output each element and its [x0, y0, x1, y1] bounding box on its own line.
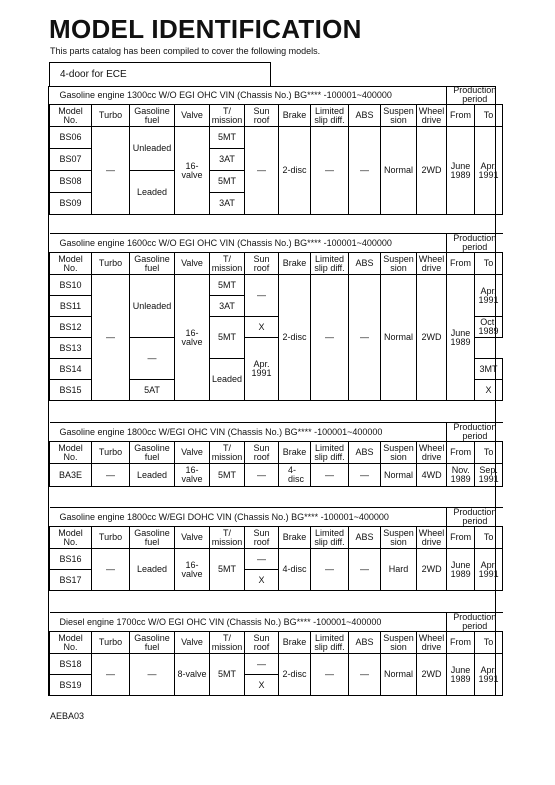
col-brake: Brake: [279, 632, 311, 654]
col-wheel-drive: Wheel drive: [417, 632, 447, 654]
door-type-label: 4-door for ECE: [49, 62, 271, 86]
production-period-header: Production period: [447, 508, 503, 527]
section-caption: Gasoline engine 1600cc W/O EGI OHC VIN (Chassis No.) BG**** -100001~400000: [50, 234, 447, 253]
production-period-header: Production period: [447, 423, 503, 442]
col-turbo: Turbo: [92, 442, 130, 464]
section-caption: Gasoline engine 1300cc W/O EGI OHC VIN (Chassis No.) BG**** -100001~400000: [50, 86, 447, 105]
col-from: From: [447, 253, 475, 275]
section-caption: Gasoline engine 1800cc W/EGI OHC VIN (Chassis No.) BG**** -100001~400000: [50, 423, 447, 442]
col-valve: Valve: [175, 632, 210, 654]
col-fuel: Gasoline fuel: [130, 105, 175, 127]
section-caption: Gasoline engine 1800cc W/EGI DOHC VIN (Chassis No.) BG**** -100001~400000: [50, 508, 447, 527]
col-wheel-drive: Wheel drive: [417, 105, 447, 127]
section-1600-ohc: Gasoline engine 1600cc W/O EGI OHC VIN (Chassis No.) BG**** -100001~400000 Production period Model No. Turbo Gasoline fuel Valve T/ mission Sun roof Brake Limited slip diff. ABS Suspen sion Wheel drive From To BS10 — Unleaded 16- valve 5MT — 2-disc — — Normal 2WD June 1989 Apr. 1991 BS11 3AT BS12 5MT X Oct. 1989 BS13 — Apr. 1991 BS14 Leaded 3MT BS15 5AT X: [49, 233, 503, 401]
col-valve: Valve: [175, 253, 210, 275]
col-suspension: Suspen sion: [381, 253, 417, 275]
col-transmission: T/ mission: [210, 253, 245, 275]
col-to: To: [475, 253, 503, 275]
intro-text: This parts catalog has been compiled to cover the following models.: [50, 46, 321, 56]
col-brake: Brake: [279, 527, 311, 549]
section-1300-ohc: Gasoline engine 1300cc W/O EGI OHC VIN (Chassis No.) BG**** -100001~400000 Production period Model No. Turbo Gasoline fuel Valve T/ mission Sun roof Brake Limited slip diff. ABS Suspen sion Wheel drive From To BS06 — Unleaded 16- valve 5MT — 2-disc — — Normal 2WD June 1989 Apr. 1991 BS07 3AT BS08 Leaded 5MT BS09 3AT: [49, 86, 503, 215]
col-fuel: Gasoline fuel: [130, 527, 175, 549]
model-cell: BS10: [50, 275, 92, 296]
col-valve: Valve: [175, 527, 210, 549]
col-model-no: Model No.: [50, 442, 92, 464]
col-lsd: Limited slip diff.: [311, 527, 349, 549]
col-to: To: [475, 527, 503, 549]
col-turbo: Turbo: [92, 253, 130, 275]
col-abs: ABS: [349, 632, 381, 654]
section-1800-egi-ohc: Gasoline engine 1800cc W/EGI OHC VIN (Chassis No.) BG**** -100001~400000 Production period Model No. Turbo Gasoline fuel Valve T/ mission Sun roof Brake Limited slip diff. ABS Suspen sion Wheel drive From To BA3E — Leaded 16- valve 5MT — 4-disc — — Normal 4WD Nov. 1989 Sep. 1991: [49, 422, 503, 487]
section-caption: Diesel engine 1700cc W/O EGI OHC VIN (Chassis No.) BG**** -100001~400000: [50, 613, 447, 632]
col-abs: ABS: [349, 527, 381, 549]
col-abs: ABS: [349, 253, 381, 275]
col-to: To: [475, 442, 503, 464]
col-sunroof: Sun roof: [245, 105, 279, 127]
col-model-no: Model No.: [50, 105, 92, 127]
col-transmission: T/ mission: [210, 527, 245, 549]
col-wheel-drive: Wheel drive: [417, 527, 447, 549]
section-diesel-1700: Diesel engine 1700cc W/O EGI OHC VIN (Chassis No.) BG**** -100001~400000 Production period Model No. Turbo Gasoline fuel Valve T/ mission Sun roof Brake Limited slip diff. ABS Suspen sion Wheel drive From To BS18 — — 8-valve 5MT — 2-disc — — Normal 2WD June 1989 Apr. 1991 BS19 X: [49, 612, 503, 696]
col-sunroof: Sun roof: [245, 253, 279, 275]
col-valve: Valve: [175, 442, 210, 464]
model-cell: BS19: [50, 675, 92, 696]
col-to: To: [475, 105, 503, 127]
model-cell: BS07: [50, 149, 92, 171]
col-turbo: Turbo: [92, 527, 130, 549]
model-cell: BS17: [50, 570, 92, 591]
model-cell: BS08: [50, 171, 92, 193]
col-turbo: Turbo: [92, 105, 130, 127]
col-suspension: Suspen sion: [381, 105, 417, 127]
col-wheel-drive: Wheel drive: [417, 442, 447, 464]
model-cell: BS15: [50, 380, 92, 401]
col-brake: Brake: [279, 442, 311, 464]
col-sunroof: Sun roof: [245, 527, 279, 549]
col-wheel-drive: Wheel drive: [417, 253, 447, 275]
col-fuel: Gasoline fuel: [130, 632, 175, 654]
col-lsd: Limited slip diff.: [311, 253, 349, 275]
col-from: From: [447, 442, 475, 464]
col-sunroof: Sun roof: [245, 442, 279, 464]
col-from: From: [447, 527, 475, 549]
model-cell: BS11: [50, 296, 92, 317]
model-cell: BS09: [50, 193, 92, 215]
col-lsd: Limited slip diff.: [311, 632, 349, 654]
col-model-no: Model No.: [50, 253, 92, 275]
col-transmission: T/ mission: [210, 442, 245, 464]
model-cell: BS13: [50, 338, 92, 359]
col-suspension: Suspen sion: [381, 527, 417, 549]
col-lsd: Limited slip diff.: [311, 105, 349, 127]
model-cell: BS18: [50, 654, 92, 675]
col-valve: Valve: [175, 105, 210, 127]
col-suspension: Suspen sion: [381, 442, 417, 464]
col-transmission: T/ mission: [210, 632, 245, 654]
col-brake: Brake: [279, 105, 311, 127]
col-abs: ABS: [349, 442, 381, 464]
model-cell: BS14: [50, 359, 92, 380]
col-brake: Brake: [279, 253, 311, 275]
production-period-header: Production period: [447, 86, 503, 105]
col-fuel: Gasoline fuel: [130, 442, 175, 464]
document-code: AEBA03: [50, 711, 85, 721]
page-title: MODEL IDENTIFICATION: [49, 14, 362, 44]
section-1800-egi-dohc: Gasoline engine 1800cc W/EGI DOHC VIN (Chassis No.) BG**** -100001~400000 Production period Model No. Turbo Gasoline fuel Valve T/ mission Sun roof Brake Limited slip diff. ABS Suspen sion Wheel drive From To BS16 — Leaded 16- valve 5MT — 4-disc — — Hard 2WD June 1989 Apr. 1991 BS17 X: [49, 507, 503, 591]
col-model-no: Model No.: [50, 632, 92, 654]
col-turbo: Turbo: [92, 632, 130, 654]
col-lsd: Limited slip diff.: [311, 442, 349, 464]
model-cell: BA3E: [50, 464, 92, 487]
col-from: From: [447, 632, 475, 654]
col-fuel: Gasoline fuel: [130, 253, 175, 275]
col-transmission: T/ mission: [210, 105, 245, 127]
col-to: To: [475, 632, 503, 654]
col-suspension: Suspen sion: [381, 632, 417, 654]
col-model-no: Model No.: [50, 527, 92, 549]
col-abs: ABS: [349, 105, 381, 127]
model-cell: BS06: [50, 127, 92, 149]
col-sunroof: Sun roof: [245, 632, 279, 654]
model-cell: BS12: [50, 317, 92, 338]
production-period-header: Production period: [447, 613, 503, 632]
col-from: From: [447, 105, 475, 127]
model-cell: BS16: [50, 549, 92, 570]
production-period-header: Production period: [447, 234, 503, 253]
